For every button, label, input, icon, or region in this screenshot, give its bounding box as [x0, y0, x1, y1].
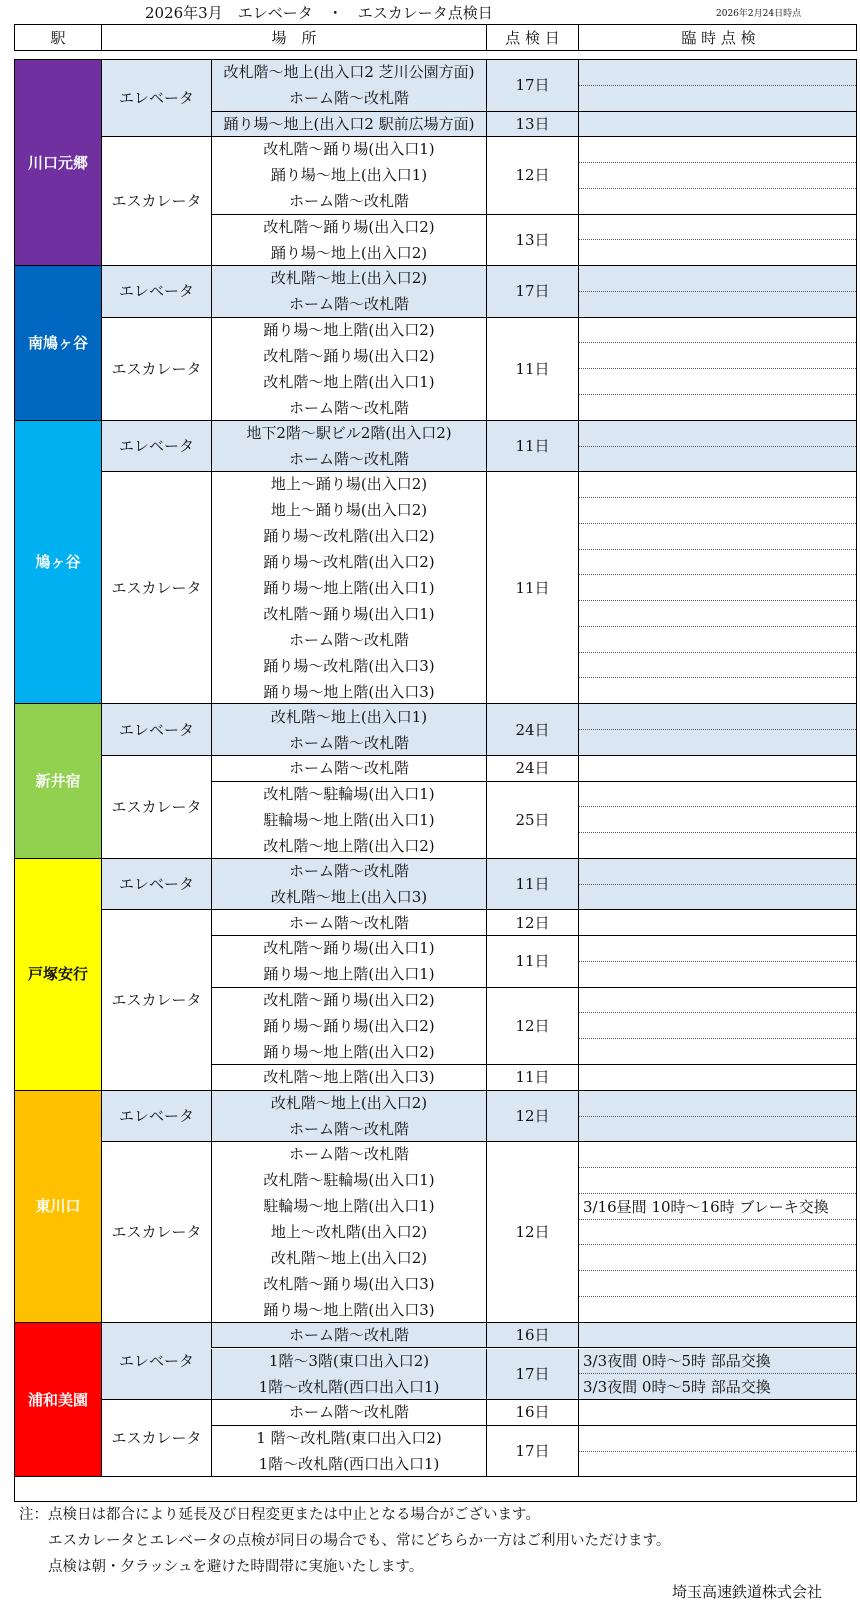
equipment-type: エスカレータ — [111, 359, 202, 378]
temp-inspection-line — [579, 1426, 856, 1452]
inspection-date-cell — [486, 1142, 578, 1322]
inspection-date: 16日 — [515, 1326, 550, 1345]
location-text: ホーム階～改札階 — [288, 89, 409, 108]
location-text: 駐輪場～地上階(出入口1) — [263, 1197, 435, 1216]
temp-inspection-cell — [578, 112, 856, 138]
temp-inspection-cell — [578, 472, 856, 704]
location-text: 改札階～地上(出入口2 芝川公園方面) — [223, 63, 475, 82]
location-text: 改札階～駐輪場(出入口1) — [263, 784, 435, 803]
location-text: 改札階～踊り場(出入口1) — [263, 939, 435, 958]
temp-inspection-line — [579, 163, 856, 189]
location-cell — [211, 215, 486, 267]
temp-inspection-line — [579, 678, 856, 704]
temp-inspection-line — [579, 988, 856, 1014]
equipment-type: エレベータ — [118, 282, 194, 301]
temp-inspection-line — [579, 885, 856, 911]
location-text: 改札階～地上(出入口2) — [270, 269, 428, 288]
equipment-type: エレベータ — [118, 1107, 194, 1126]
location-cell — [211, 421, 486, 473]
inspection-date: 12日 — [515, 1016, 550, 1035]
temp-inspection-line — [579, 653, 856, 679]
temp-inspection-line — [579, 575, 856, 601]
company-name: 埼玉高速鉄道株式会社 — [671, 1583, 822, 1601]
location-cell — [211, 318, 486, 421]
station-name: 東川口 — [35, 1197, 81, 1216]
location-text: 踊り場～地上階(出入口3) — [263, 1301, 435, 1320]
equipment-type: エスカレータ — [111, 991, 202, 1010]
inspection-date-cell — [486, 1349, 578, 1401]
location-text: 地上～踊り場(出入口2) — [270, 500, 428, 519]
location-cell — [211, 782, 486, 859]
location-text: ホーム階～改札階 — [288, 1145, 409, 1164]
temp-inspection-line — [579, 240, 856, 266]
location-text: 1 階～改札階(東口出入口2) — [256, 1429, 442, 1448]
inspection-date-cell — [486, 988, 578, 1065]
temp-inspection-cell — [578, 782, 856, 859]
equipment-type: エスカレータ — [111, 192, 202, 211]
station-name: 南鳩ヶ谷 — [27, 333, 88, 352]
location-text: 踊り場～改札階(出入口3) — [263, 656, 435, 675]
temp-inspection-cell — [578, 936, 856, 988]
location-text: 踊り場～踊り場(出入口2) — [263, 1016, 435, 1035]
inspection-date: 16日 — [515, 1403, 550, 1422]
location-cell — [211, 60, 486, 112]
inspection-date: 17日 — [515, 1364, 550, 1383]
inspection-date-cell — [486, 910, 578, 936]
temp-inspection-cell — [578, 1142, 856, 1322]
location-cell — [211, 1323, 486, 1349]
temp-inspection-line — [579, 936, 856, 962]
temp-inspection-cell — [578, 318, 856, 421]
temp-inspection-line — [579, 1168, 856, 1194]
station-name: 鳩ヶ谷 — [35, 553, 81, 571]
temp-inspection-cell — [578, 421, 856, 473]
temp-inspection-line — [579, 833, 856, 859]
inspection-date: 11日 — [515, 875, 550, 894]
inspection-date: 12日 — [515, 1107, 550, 1126]
location-cell — [211, 266, 486, 318]
temp-inspection-cell — [578, 1091, 856, 1143]
equipment-type-cell — [101, 266, 211, 318]
inspection-date-cell — [486, 318, 578, 421]
location-cell — [211, 936, 486, 988]
location-text: 改札階～地上階(出入口3) — [263, 1068, 435, 1087]
equipment-type-cell — [101, 859, 211, 911]
equipment-type-cell — [101, 318, 211, 421]
location-cell — [211, 910, 486, 936]
temp-inspection-line — [579, 215, 856, 241]
equipment-type-cell — [101, 1323, 211, 1400]
location-cell — [211, 137, 486, 214]
location-text: ホーム階～改札階 — [288, 1403, 409, 1422]
temp-inspection-cell — [578, 1400, 856, 1426]
temp-inspection-line — [579, 1271, 856, 1297]
inspection-date-cell — [486, 421, 578, 473]
inspection-date: 11日 — [515, 952, 550, 971]
location-text: ホーム階～改札階 — [288, 630, 409, 649]
inspection-date: 12日 — [515, 166, 550, 185]
notes — [19, 1502, 670, 1580]
note-line: 点検は朝・夕ラッシュを避けた時間帯に実施いたします。 — [19, 1559, 424, 1575]
temp-inspection-line — [579, 962, 856, 988]
location-text: ホーム階～改札階 — [288, 1120, 409, 1139]
location-text: 地上～踊り場(出入口2) — [270, 474, 428, 493]
temp-inspection-cell — [578, 1065, 856, 1091]
station-cell — [15, 1091, 101, 1323]
temp-inspection-line — [579, 910, 856, 936]
temp-inspection-line — [579, 369, 856, 395]
temp-inspection-line — [579, 1297, 856, 1323]
location-text: 改札階～踊り場(出入口2) — [263, 346, 435, 365]
temp-inspection-line — [579, 807, 856, 833]
station-cell — [15, 60, 101, 266]
column-header-station: 駅 — [50, 29, 66, 47]
temp-inspection-cell — [578, 266, 856, 318]
location-cell — [211, 704, 486, 756]
inspection-date: 25日 — [515, 810, 550, 829]
equipment-type-cell — [101, 1091, 211, 1143]
station-cell — [15, 704, 101, 859]
location-text: 踊り場～地上(出入口2 駅前広場方面) — [223, 114, 475, 133]
column-header-date: 点 検 日 — [486, 25, 578, 50]
temp-inspection-line — [579, 1013, 856, 1039]
location-cell — [211, 1400, 486, 1426]
location-text: 地下2階～駅ビル2階(出入口2) — [246, 424, 452, 443]
inspection-date: 17日 — [515, 76, 550, 95]
temp-inspection-cell — [578, 215, 856, 267]
temp-inspection-line — [579, 1117, 856, 1143]
location-cell — [211, 1426, 486, 1478]
temp-inspection-line — [579, 395, 856, 421]
inspection-date: 24日 — [515, 720, 550, 739]
equipment-type: エスカレータ — [111, 578, 202, 597]
location-text: ホーム階～改札階 — [288, 733, 409, 752]
location-text: 改札階～踊り場(出入口2) — [263, 217, 435, 236]
inspection-date-cell — [486, 1426, 578, 1478]
location-text: 1階～3階(東口出入口2) — [268, 1351, 430, 1370]
temp-inspection-cell — [578, 1349, 856, 1401]
location-cell — [211, 1091, 486, 1143]
temp-inspection-line — [579, 1323, 856, 1349]
equipment-type: エレベータ — [118, 875, 194, 894]
temp-inspection-line — [579, 112, 856, 138]
temp-inspection-cell — [578, 704, 856, 756]
temp-inspection-line — [579, 782, 856, 808]
equipment-type-cell — [101, 1400, 211, 1477]
temp-inspection-cell — [578, 60, 856, 112]
location-text: ホーム階～改札階 — [288, 295, 409, 314]
temp-inspection-line — [579, 524, 856, 550]
temp-inspection-line: 3/3夜間 0時～5時 部品交換 — [579, 1374, 856, 1400]
temp-inspection-line — [579, 859, 856, 885]
equipment-type-cell — [101, 704, 211, 756]
temp-inspection-line — [579, 318, 856, 344]
location-text: 改札階～地上(出入口2) — [270, 1249, 428, 1268]
inspection-date: 11日 — [515, 359, 550, 378]
location-text: 改札階～地上階(出入口1) — [263, 372, 435, 391]
temp-inspection-line — [579, 627, 856, 653]
inspection-date: 17日 — [515, 1442, 550, 1461]
location-text: 踊り場～地上(出入口1) — [270, 166, 428, 185]
station-name: 新井宿 — [35, 772, 81, 791]
temp-inspection-cell — [578, 756, 856, 782]
temp-inspection-line — [579, 421, 856, 447]
inspection-date-cell — [486, 472, 578, 704]
inspection-date: 13日 — [515, 230, 550, 249]
location-cell — [211, 988, 486, 1065]
equipment-type-cell — [101, 137, 211, 266]
location-text: 改札階～踊り場(出入口2) — [263, 990, 435, 1009]
temp-inspection-line — [579, 86, 856, 112]
temp-inspection-cell — [578, 1426, 856, 1478]
temp-inspection-line — [579, 601, 856, 627]
temp-inspection-line — [579, 1142, 856, 1168]
column-header — [14, 24, 857, 51]
temp-inspection-line — [579, 1452, 856, 1478]
temp-inspection-line — [579, 292, 856, 318]
inspection-date-cell — [486, 859, 578, 911]
location-cell — [211, 112, 486, 138]
equipment-type: エスカレータ — [111, 797, 202, 816]
location-text: 地上～改札階(出入口2) — [270, 1223, 428, 1242]
location-text: 改札階～踊り場(出入口1) — [263, 604, 435, 623]
location-text: 踊り場～地上階(出入口1) — [263, 965, 435, 984]
location-text: 1階～改札階(西口出入口1) — [258, 1455, 440, 1474]
temp-inspection-line — [579, 1091, 856, 1117]
location-text: ホーム階～改札階 — [288, 450, 409, 469]
temp-inspection-line — [579, 550, 856, 576]
temp-inspection-line: 3/3夜間 0時～5時 部品交換 — [579, 1349, 856, 1375]
equipment-type: エレベータ — [118, 1351, 194, 1370]
temp-inspection-line — [579, 1220, 856, 1246]
inspection-date-cell — [486, 266, 578, 318]
inspection-date-cell — [486, 1400, 578, 1426]
equipment-type: エスカレータ — [111, 1223, 202, 1242]
location-cell — [211, 859, 486, 911]
location-text: 踊り場～地上(出入口2) — [270, 243, 428, 262]
equipment-type: エレベータ — [118, 437, 194, 456]
temp-inspection-line — [579, 1245, 856, 1271]
equipment-type-cell — [101, 472, 211, 704]
inspection-date: 12日 — [515, 913, 550, 932]
equipment-type-cell — [101, 756, 211, 859]
location-text: 改札階～踊り場(出入口1) — [263, 140, 435, 159]
location-text: ホーム階～改札階 — [288, 913, 409, 932]
station-cell — [15, 859, 101, 1091]
temp-inspection-cell — [578, 910, 856, 936]
temp-inspection-line — [579, 447, 856, 473]
station-name: 戸塚安行 — [27, 965, 88, 984]
inspection-date-cell — [486, 137, 578, 214]
location-cell — [211, 1065, 486, 1091]
location-text: ホーム階～改札階 — [288, 1326, 409, 1345]
temp-inspection-line — [579, 756, 856, 782]
inspection-date: 24日 — [515, 759, 550, 778]
location-text: 改札階～地上(出入口3) — [270, 888, 428, 907]
inspection-date-cell — [486, 936, 578, 988]
inspection-date-cell — [486, 60, 578, 112]
location-text: 駐輪場～地上階(出入口1) — [263, 810, 435, 829]
equipment-type-cell — [101, 1142, 211, 1322]
location-text: 1階～改札階(西口出入口1) — [258, 1377, 440, 1396]
temp-inspection-line — [579, 704, 856, 730]
location-text: ホーム階～改札階 — [288, 862, 409, 881]
inspection-date-cell — [486, 215, 578, 267]
temp-inspection-line — [579, 1065, 856, 1091]
temp-inspection-cell — [578, 988, 856, 1065]
location-text: 踊り場～地上階(出入口3) — [263, 682, 435, 701]
temp-inspection-line — [579, 472, 856, 498]
location-cell — [211, 1142, 486, 1322]
temp-inspection-cell — [578, 859, 856, 911]
column-header-location: 場 所 — [101, 25, 486, 50]
location-text: ホーム階～改札階 — [288, 192, 409, 211]
station-cell — [15, 421, 101, 704]
location-text: ホーム階～改札階 — [288, 398, 409, 417]
inspection-date: 11日 — [515, 1068, 550, 1087]
temp-inspection-cell — [578, 137, 856, 214]
station-cell — [15, 266, 101, 421]
location-text: 改札階～駐輪場(出入口1) — [263, 1171, 435, 1190]
station-name: 浦和美園 — [27, 1390, 88, 1409]
equipment-type-cell — [101, 910, 211, 1090]
note-line: 注：点検日は都合により延長及び日程変更または中止となる場合がございます。 — [19, 1507, 540, 1523]
temp-inspection-line — [579, 343, 856, 369]
column-header-temp: 臨 時 点 検 — [578, 25, 858, 50]
location-text: 改札階～地上(出入口1) — [270, 707, 428, 726]
inspection-date-cell — [486, 1323, 578, 1349]
note-line: エスカレータとエレベータの点検が同日の場合でも、常にどちらか一方はご利用いただけます。 — [19, 1533, 671, 1549]
temp-inspection-line — [579, 189, 856, 215]
station-name: 川口元郷 — [27, 153, 88, 172]
temp-inspection-cell — [578, 1323, 856, 1349]
inspection-date: 11日 — [515, 437, 550, 456]
location-text: 改札階～踊り場(出入口3) — [263, 1275, 435, 1294]
inspection-date-cell — [486, 1065, 578, 1091]
location-text: 踊り場～改札階(出入口2) — [263, 552, 435, 571]
location-text: 踊り場～地上階(出入口2) — [263, 1042, 435, 1061]
location-text: 改札階～地上(出入口2) — [270, 1094, 428, 1113]
inspection-date-cell — [486, 756, 578, 782]
temp-inspection-line — [579, 730, 856, 756]
inspection-date: 13日 — [515, 114, 550, 133]
page-title: 2026年3月 エレベータ ・ エスカレータ点検日 — [145, 4, 493, 22]
temp-inspection-line — [579, 60, 856, 86]
temp-inspection-line — [579, 266, 856, 292]
temp-inspection-line — [579, 1039, 856, 1065]
temp-inspection-line — [579, 1400, 856, 1426]
location-cell — [211, 472, 486, 704]
inspection-date: 17日 — [515, 282, 550, 301]
location-text: 踊り場～改札階(出入口2) — [263, 526, 435, 545]
equipment-type: エスカレータ — [111, 1429, 202, 1448]
inspection-date: 11日 — [515, 578, 550, 597]
equipment-type: エレベータ — [118, 720, 194, 739]
inspection-date-cell — [486, 1091, 578, 1143]
location-text: 改札階～地上階(出入口2) — [263, 836, 435, 855]
location-cell — [211, 1349, 486, 1401]
location-text: 踊り場～地上階(出入口1) — [263, 578, 435, 597]
equipment-type: エレベータ — [118, 89, 194, 108]
temp-inspection-line — [579, 137, 856, 163]
as-of-date: 2026年2月24日時点 — [716, 9, 802, 19]
inspection-date-cell — [486, 704, 578, 756]
location-text: ホーム階～改札階 — [288, 759, 409, 778]
inspection-table — [14, 59, 857, 1502]
equipment-type-cell — [101, 421, 211, 473]
inspection-date-cell — [486, 112, 578, 138]
location-text: 踊り場～地上階(出入口2) — [263, 320, 435, 339]
station-cell — [15, 1323, 101, 1478]
temp-inspection-line: 3/16昼間 10時～16時 ブレーキ交換 — [579, 1194, 856, 1220]
inspection-date-cell — [486, 782, 578, 859]
location-cell — [211, 756, 486, 782]
temp-inspection-line — [579, 498, 856, 524]
equipment-type-cell — [101, 60, 211, 137]
inspection-date: 12日 — [515, 1223, 550, 1242]
